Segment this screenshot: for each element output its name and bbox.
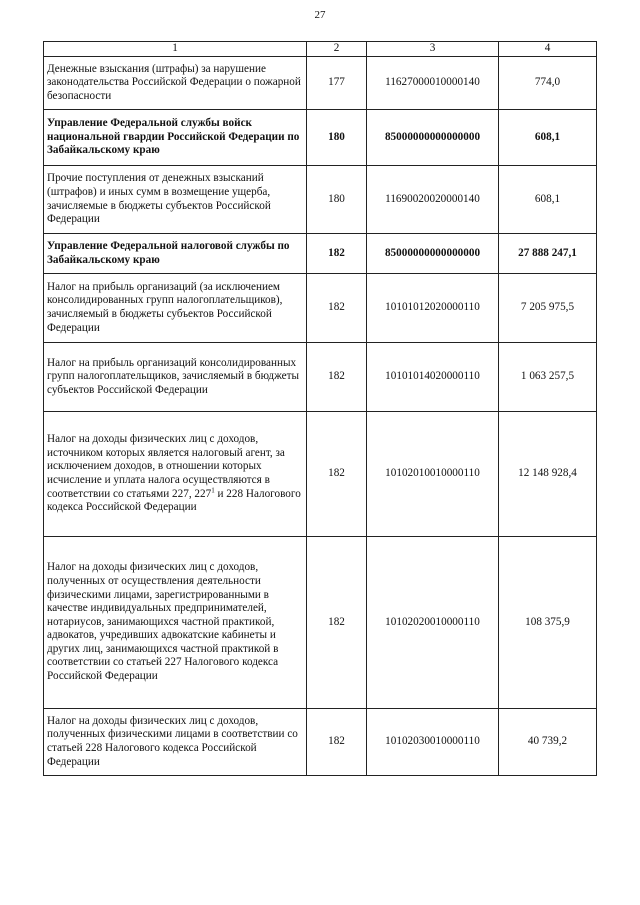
table-row [44,274,597,343]
row-name: Управление Федеральной налоговой службы по Забайкальскому краю [44,234,307,274]
row-amount: 608,1 [499,110,597,166]
row-budget-code: 85000000000000000 [367,234,499,274]
column-header-4: 4 [499,42,597,57]
row-name: Налог на доходы физических лиц с доходов, полученных от осуществления деятельности физическими лицами, зарегистрированными в качестве индивидуальных предпринимателей, нотариусов, занимающихся частной практикой, адвокатов, учредивших адвокатские кабинеты и других лиц, занимающихся частной практикой в соответствии со статьей 227 Налогового кодекса Российской Федерации [44,537,307,709]
row-name: Прочие поступления от денежных взысканий (штрафов) и иных сумм в возмещение ущерба, зачисляемые в бюджеты субъектов Российской Федерации [44,166,307,234]
row-admin-code: 182 [307,412,367,537]
row-budget-code: 85000000000000000 [367,110,499,166]
row-budget-code: 10102030010000110 [367,709,499,776]
table-row [44,166,597,234]
row-name-main: Налог на доходы физических лиц с доходов, источником которых является налоговый агент, за исключением доходов, в отношении которых исчисление и уплата налога осуществляются в соответствии со статьями 227, 227 [47,433,285,500]
row-amount: 40 739,2 [499,709,597,776]
row-amount: 774,0 [499,57,597,110]
row-admin-code: 182 [307,537,367,709]
table-header-row [44,42,597,57]
row-budget-code: 10101014020000110 [367,343,499,412]
table-row-section [44,110,597,166]
row-name: Налог на доходы физических лиц с доходов, полученных физическими лицами в соответствии со статьей 228 Налогового кодекса Российской Федерации [44,709,307,776]
row-admin-code: 180 [307,166,367,234]
table-row-section [44,234,597,274]
row-amount: 608,1 [499,166,597,234]
table-row [44,343,597,412]
column-header-2: 2 [307,42,367,57]
row-name [44,412,307,537]
table-row [44,537,597,709]
table-row [44,412,597,537]
row-name-tail: и 228 Налогового кодекса Российской Федерации [47,487,301,514]
page-number: 27 [314,9,326,21]
row-admin-code: 177 [307,57,367,110]
row-name: Налог на прибыль организаций консолидированных групп налогоплательщиков, зачисляемый в бюджеты субъектов Российской Федерации [44,343,307,412]
row-admin-code: 182 [307,234,367,274]
revenue-table [43,41,597,776]
row-amount: 7 205 975,5 [499,274,597,343]
column-header-1: 1 [44,42,307,57]
table-row [44,57,597,110]
row-name: Денежные взыскания (штрафы) за нарушение законодательства Российской Федерации о пожарной безопасности [44,57,307,110]
row-admin-code: 180 [307,110,367,166]
row-admin-code: 182 [307,274,367,343]
row-budget-code: 11627000010000140 [367,57,499,110]
table-row [44,709,597,776]
row-budget-code: 11690020020000140 [367,166,499,234]
row-admin-code: 182 [307,343,367,412]
row-budget-code: 10102010010000110 [367,412,499,537]
column-header-3: 3 [367,42,499,57]
row-admin-code: 182 [307,709,367,776]
row-amount: 108 375,9 [499,537,597,709]
row-budget-code: 10102020010000110 [367,537,499,709]
row-name: Управление Федеральной службы войск национальной гвардии Российской Федерации по Забайкальскому краю [44,110,307,166]
row-amount: 27 888 247,1 [499,234,597,274]
row-amount: 12 148 928,4 [499,412,597,537]
row-name: Налог на прибыль организаций (за исключением консолидированных групп налогоплательщиков), зачисляемый в бюджеты субъектов Российской Федерации [44,274,307,343]
row-name-superscript: 1 [211,485,215,494]
row-budget-code: 10101012020000110 [367,274,499,343]
row-amount: 1 063 257,5 [499,343,597,412]
